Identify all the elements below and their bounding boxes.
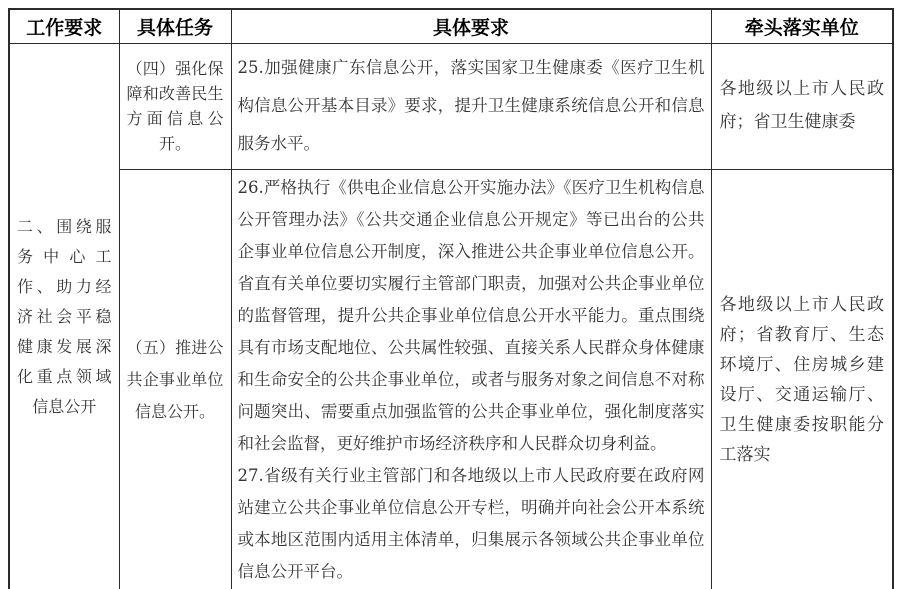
table-row: [9, 169, 893, 589]
requirement-paragraph: 26.严格执行《供电企业信息公开实施办法》《医疗卫生机构信息公开管理办法》《公共交通企业信息公开规定》等已出台的公共企事业单位信息公开制度，深入推进公共企事业单位信息公开。省直有关单位要切实履行主管部门职责，加强对公共企事业单位的监督管理，提升公共企事业单位信息公开水平能力。重点围绕具有市场支配地位、公共属性较强、直接关系人民群众身体健康和生命安全的公共企事业单位，或者与服务对象之间信息不对称问题突出、需要重点加强监管的公共企事业单位，强化制度落实和社会监督，更好维护市场经济秩序和人民群众切身利益。: [237, 177, 705, 453]
cell-requirements-26-27: [231, 169, 711, 589]
work-requirements-table: [8, 8, 894, 589]
header-task: 具体任务: [119, 9, 231, 43]
requirement-paragraph: 27.省级有关行业主管部门和各地级以上市人民政府要在政府网站建立公共企事业单位信息公开专栏，明确并向社会公开本系统或本地区范围内适用主体清单，归集展示各领域公共企事业单位信息公开平台。: [237, 465, 705, 581]
header-requirement: 具体要求: [231, 9, 711, 43]
requirement-paragraph: 25.加强健康广东信息公开，落实国家卫生健康委《医疗卫生机构信息公开基本目录》要求，提升卫生健康系统信息公开和信息服务水平。: [237, 58, 705, 153]
cell-work-requirement-section: 二、围绕服务中心工作、助力经济社会平稳健康发展深化重点领域信息公开: [9, 43, 119, 589]
header-row: [9, 9, 893, 43]
header-lead-unit: 牵头落实单位: [711, 9, 893, 43]
cell-task-4: （四）强化保障和改善民生方面信息公开。: [119, 43, 231, 169]
cell-lead-unit-row2: 各地级以上市人民政府；省教育厅、生态环境厅、住房城乡建设厅、交通运输厅、卫生健康委按职能分工落实: [711, 169, 893, 589]
cell-lead-unit-row1: 各地级以上市人民政府；省卫生健康委: [711, 43, 893, 169]
cell-task-5: （五）推进公共企事业单位信息公开。: [119, 169, 231, 589]
cell-requirement-25: [231, 43, 711, 169]
table-row: [9, 43, 893, 169]
header-work-requirement: 工作要求: [9, 9, 119, 43]
